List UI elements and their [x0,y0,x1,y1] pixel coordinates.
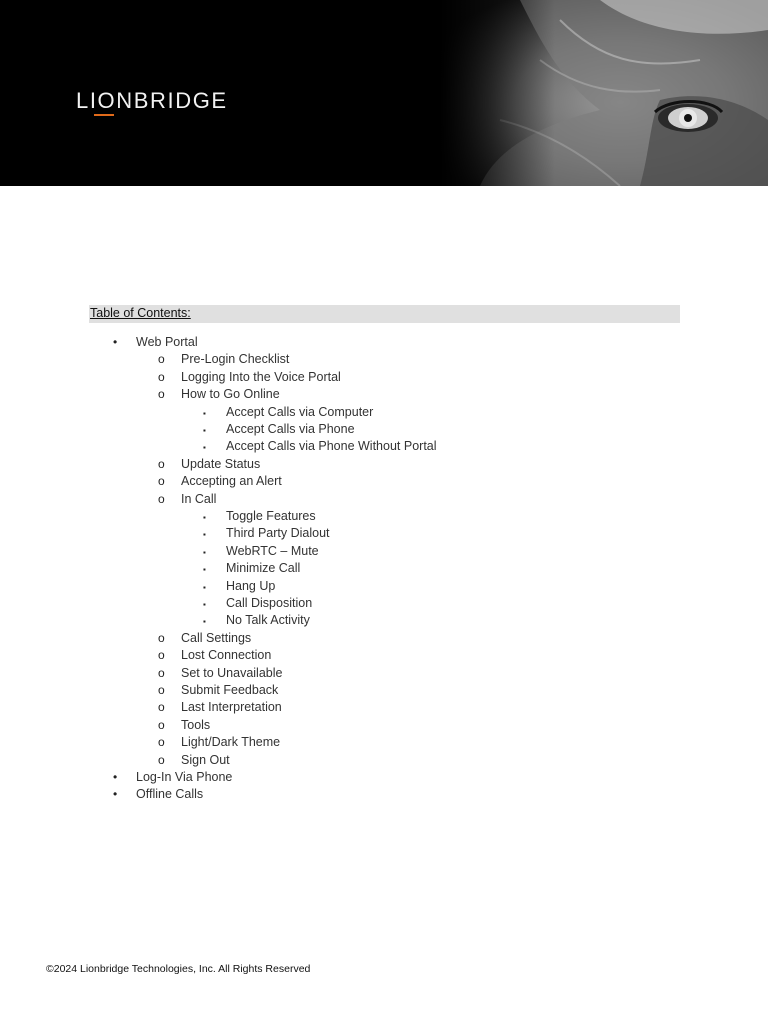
toc-bullet-icon: ▪ [203,617,206,626]
toc-item: Call Settings [181,631,252,645]
toc-bullet-icon: o [158,387,165,401]
toc-bullet-icon: o [158,700,165,714]
toc-bullet-icon: o [158,753,165,767]
toc-item: Hang Up [226,579,276,593]
toc-bullet-icon: o [158,735,165,749]
toc-bullet-icon: o [158,457,165,471]
logo-accent-line [94,114,114,116]
toc-bullet-icon: ▪ [203,548,206,557]
toc-item: No Talk Activity [226,613,310,627]
toc-item: How to Go Online [181,387,280,401]
toc-bullet-icon: ▪ [203,530,206,539]
toc-item: Last Interpretation [181,700,282,714]
toc-item: Update Status [181,457,261,471]
toc-item: WebRTC – Mute [226,544,319,558]
toc-item: Log-In Via Phone [136,770,233,784]
toc-bullet-icon: o [158,474,165,488]
toc-bullet-icon: o [158,370,165,384]
toc-bullet-icon: ▪ [203,600,206,609]
toc-bullet-icon: o [158,631,165,645]
toc-item: Lost Connection [181,648,272,662]
toc-bullet-icon: o [158,666,165,680]
toc-bullet-icon: o [158,352,165,366]
toc-bullet-icon: • [113,787,118,801]
toc-item: Call Disposition [226,596,313,610]
toc-bullet-icon: ▪ [203,583,206,592]
toc-item: Sign Out [181,753,230,767]
toc-bullet-icon: o [158,683,165,697]
toc-bullet-icon: ▪ [203,409,206,418]
lionbridge-logo: LIONBRIDGE [76,88,228,113]
toc-item: Tools [181,718,211,732]
toc-bullet-icon: ▪ [203,565,206,574]
toc-bullet-icon: o [158,648,165,662]
toc-heading: Table of Contents: [90,306,191,320]
toc-heading-bar [89,305,680,323]
toc-item: Accepting an Alert [181,474,282,488]
toc-item: Accept Calls via Phone Without Portal [226,439,437,453]
toc-item: Pre-Login Checklist [181,352,290,366]
toc-item: Accept Calls via Computer [226,405,374,419]
toc-item: Offline Calls [136,787,204,801]
toc-item: Accept Calls via Phone [226,422,355,436]
header-banner [0,0,768,186]
toc-item: In Call [181,492,217,506]
footer-copyright: ©2024 Lionbridge Technologies, Inc. All Rights Reserved [46,963,311,975]
toc-item: Toggle Features [226,509,316,523]
toc-item: Web Portal [136,335,198,349]
toc-bullet-icon: ▪ [203,513,206,522]
toc-bullet-icon: • [113,335,118,349]
toc-item: Set to Unavailable [181,666,283,680]
toc-bullet-icon: o [158,718,165,732]
toc-item: Logging Into the Voice Portal [181,370,341,384]
toc-item: Light/Dark Theme [181,735,281,749]
toc-item: Submit Feedback [181,683,279,697]
toc-item: Minimize Call [226,561,301,575]
toc-item: Third Party Dialout [226,526,330,540]
toc-bullet-icon: ▪ [203,443,206,452]
toc-bullet-icon: o [158,492,165,506]
toc-bullet-icon: ▪ [203,426,206,435]
toc-bullet-icon: • [113,770,118,784]
